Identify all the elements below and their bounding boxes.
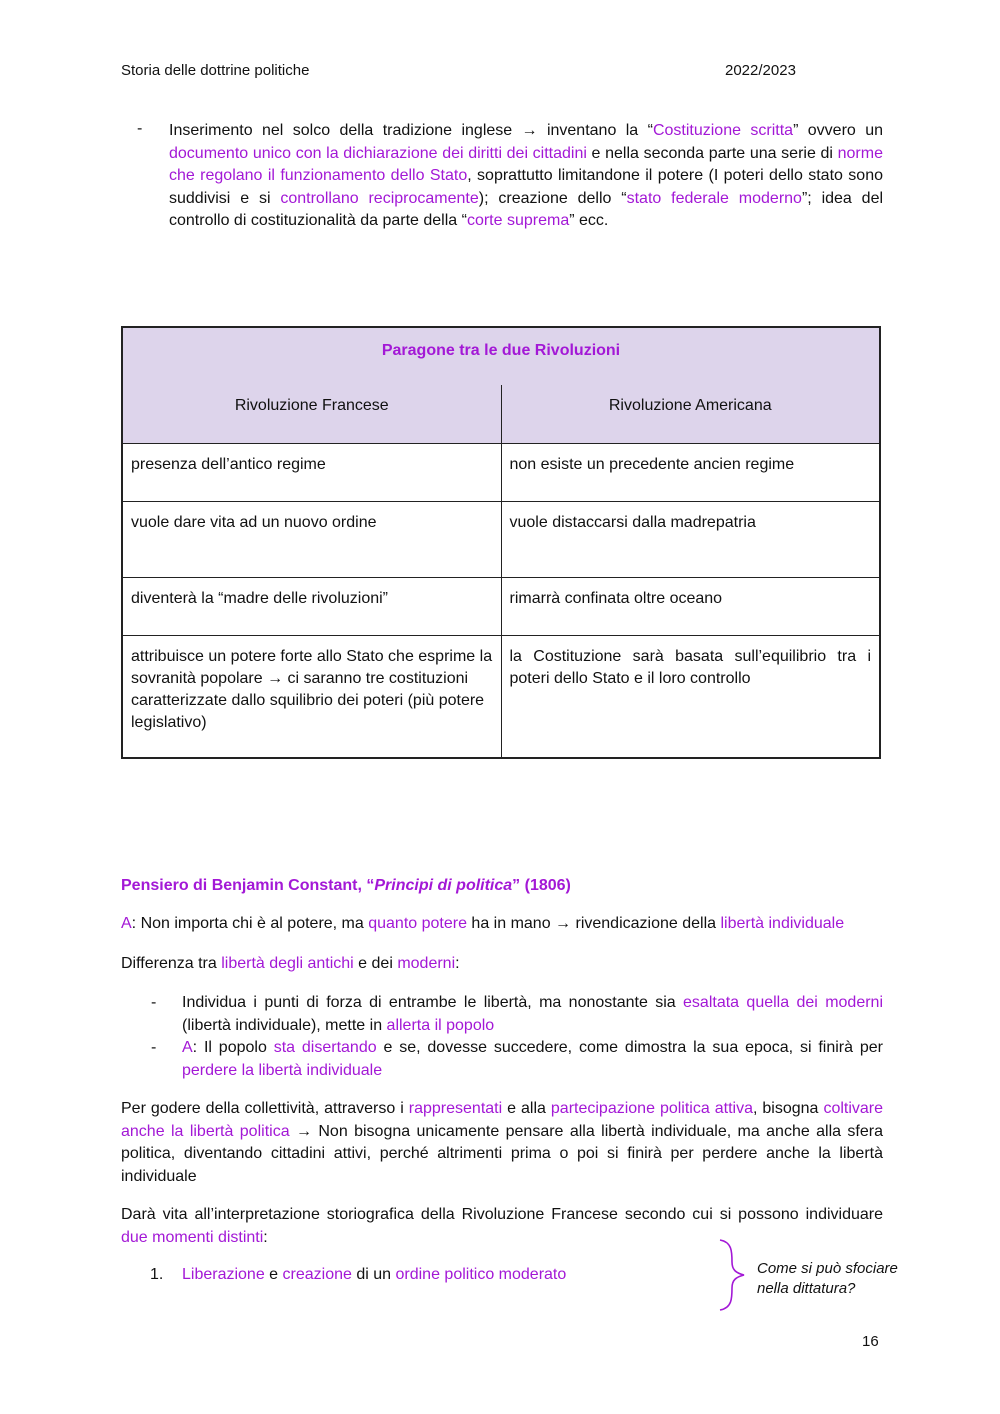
text: Pensiero di Benjamin Constant, “	[121, 877, 375, 894]
bullet-dash: -	[137, 120, 143, 137]
text: Individua i punti di forza di entrambe le libertà, ma nonostante sia	[182, 994, 684, 1011]
highlight: allerta il popolo	[386, 1016, 495, 1034]
text: e se, dovesse succedere, come dimostra la sua epoca, si finirà per	[376, 1039, 883, 1056]
table-cell: vuole distaccarsi dalla madrepatria	[501, 501, 880, 577]
book-title: Principi di politica	[374, 877, 513, 894]
header-course: Storia delle dottrine politiche	[121, 62, 310, 79]
text: ); creazione dello “	[478, 189, 627, 207]
curly-brace-icon	[714, 1238, 750, 1312]
table-cell: la Costituzione sarà basata sull’equilibrio tra i poteri dello Stato e il loro controllo	[501, 635, 880, 758]
table-cell: attribuisce un potere forte allo Stato che esprime la sovranità popolare → ci saranno tre costituzioni caratterizzate dallo squilibrio dei poteri (più potere legislativo)	[122, 635, 501, 758]
text: ”; idea del controllo di costituzionalità da parte della “	[169, 189, 884, 229]
highlight: A	[121, 915, 132, 932]
highlight: ordine politico moderato	[395, 1266, 567, 1283]
comparison-table	[121, 326, 881, 759]
table-row	[122, 501, 880, 577]
text: , bisogna	[752, 1100, 824, 1117]
table-cell: non esiste un precedente ancien regime	[501, 443, 880, 501]
section-title	[121, 877, 571, 895]
text: Inserimento nel solco della tradizione inglese → inventano la “	[169, 122, 653, 139]
table-cell: vuole dare vita ad un nuovo ordine	[122, 501, 501, 577]
bullet-dash: -	[151, 1039, 157, 1056]
numbered-item	[182, 1266, 566, 1284]
highlight: libertà degli antichi	[221, 955, 354, 972]
highlight: due momenti distinti	[121, 1228, 264, 1246]
highlight: Liberazione	[182, 1266, 265, 1283]
highlight: perdere la libertà individuale	[182, 1061, 383, 1079]
side-note-line: Come si può sfociare	[757, 1260, 898, 1277]
header-year: 2022/2023	[725, 62, 796, 79]
highlight: stato federale moderno	[626, 189, 802, 207]
column-header-french: Rivoluzione Francese	[122, 385, 501, 443]
table-title: Paragone tra le due Rivoluzioni	[122, 327, 880, 385]
highlight: moderni	[397, 955, 456, 972]
highlight: sta disertando	[273, 1039, 377, 1056]
text: ” ovvero un	[793, 122, 884, 139]
side-note-line: nella dittatura?	[757, 1280, 856, 1297]
text: → Non bisogna unicamente pensare alla libertà individuale, ma anche alla sfera politica, diventando cittadini attivi, perché altrimenti prima o poi si finirà per perdere anche la libertà individuale	[121, 1122, 883, 1185]
text: : Il popolo	[192, 1039, 274, 1056]
highlight: partecipazione politica attiva	[550, 1100, 753, 1117]
paragraph	[121, 955, 883, 973]
column-header-american: Rivoluzione Americana	[501, 385, 880, 443]
text: ha in mano → rivendicazione della	[466, 915, 721, 932]
highlight: Costituzione scritta	[652, 122, 794, 139]
highlight: coltivare anche la libertà politica	[121, 1100, 884, 1140]
text: di un	[351, 1266, 396, 1283]
text: Per godere della collettività, attraverso i	[121, 1100, 409, 1117]
text: :	[455, 955, 460, 972]
highlight: documento unico con la dichiarazione dei diritti dei cittadini	[169, 144, 587, 162]
text: Differenza tra	[121, 955, 222, 972]
text: ” (1806)	[512, 877, 571, 894]
table-cell: presenza dell’antico regime	[122, 443, 501, 501]
text: : Non importa chi è al potere, ma	[131, 915, 369, 932]
highlight: esaltata quella dei moderni	[683, 994, 884, 1011]
paragraph	[121, 915, 883, 933]
highlight: controllano reciprocamente	[280, 189, 479, 207]
table-cell: diventerà la “madre delle rivoluzioni”	[122, 577, 501, 635]
paragraph	[121, 1204, 883, 1249]
bullet-list	[121, 992, 883, 1082]
highlight: libertà individuale	[720, 915, 845, 932]
highlight: quanto potere	[368, 915, 467, 932]
table-row	[122, 635, 880, 758]
text: Darà vita all’interpretazione storiografica della Rivoluzione Francese secondo cui si possono individuare	[121, 1206, 883, 1223]
table-row	[122, 577, 880, 635]
table-row	[122, 443, 880, 501]
text: e alla	[502, 1100, 551, 1117]
intro-bullet-text	[169, 120, 883, 233]
highlight: rappresentati	[408, 1100, 503, 1117]
text: ” ecc.	[569, 212, 609, 229]
list-item	[121, 1037, 883, 1082]
text: (libertà individuale), mette in	[182, 1016, 387, 1034]
text: e dei	[353, 955, 398, 972]
page-number: 16	[862, 1333, 879, 1350]
highlight: creazione	[282, 1266, 352, 1283]
table-cell: rimarrà confinata oltre oceano	[501, 577, 880, 635]
intro-bullet	[121, 120, 883, 233]
side-note	[757, 1259, 898, 1299]
list-number: 1.	[150, 1266, 164, 1283]
bullet-dash: -	[151, 994, 157, 1011]
text: e	[264, 1266, 283, 1283]
highlight: corte suprema	[466, 212, 570, 229]
paragraph	[121, 1098, 883, 1188]
highlight: norme che regolano il funzionamento dello Stato	[169, 144, 883, 184]
text: :	[263, 1228, 268, 1246]
text: , soprattutto limitandone il potere (I poteri dello stato sono suddivisi e si	[169, 167, 883, 207]
list-item	[121, 992, 883, 1037]
highlight: A	[182, 1039, 193, 1056]
text: e nella seconda parte una serie di	[586, 144, 838, 162]
